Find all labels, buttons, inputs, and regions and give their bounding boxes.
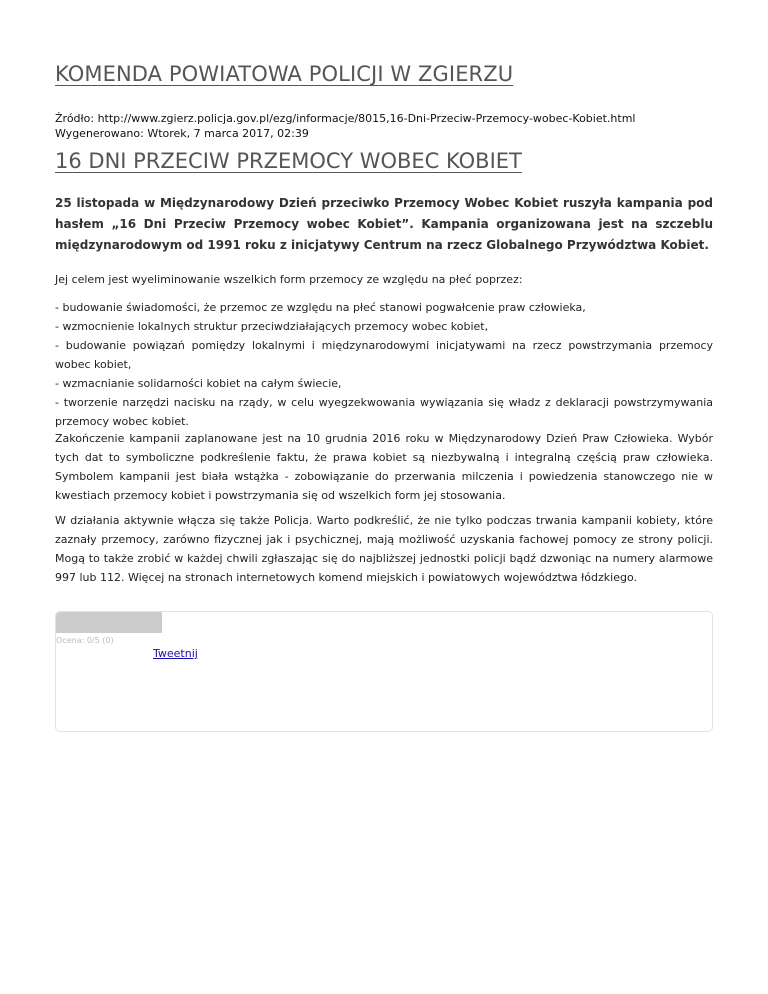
rating-stars-bar[interactable]: [56, 612, 162, 633]
article-title: 16 DNI PRZECIW PRZEMOCY WOBEC KOBIET: [55, 149, 522, 173]
article-lead: 25 listopada w Międzynarodowy Dzień przeciwko Przemocy Wobec Kobiet ruszyła kampania pod hasłem „16 Dni Przeciw Przemocy wobec Kobiet”. Kampania organizowana jest na szczeblu międzynarodowym od 1991 roku z inicjatywy Centrum na rzecz Globalnego Przywództwa Kobiet.: [55, 196, 713, 252]
list-item: - wzmocnienie lokalnych struktur przeciwdziałających przemocy wobec kobiet,: [55, 320, 489, 333]
tweet-link[interactable]: Tweetnij: [153, 647, 198, 660]
rating-text: Ocena: 0/5 (0): [56, 636, 114, 645]
article-paragraph-3: W działania aktywnie włącza się także Policja. Warto podkreślić, że nie tylko podczas trwania kampanii kobiety, które zaznały przemocy, zarówno fizycznej jak i psychicznej, mają możliwość uzyskania fachowej pomocy ze strony policji. Mogą to także zrobić w każdej chwili zgłaszając się do najbliższej jednostki policji bądź dzwoniąc na numery alarmowe 997 lub 112. Więcej na stronach internetowych komend miejskich i powiatowych województwa łódzkiego.: [55, 514, 713, 584]
list-item: - tworzenie narzędzi nacisku na rządy, w celu wyegzekwowania wywiązania się władz z deklaracji powstrzymywania przemocy wobec kobiet.: [55, 396, 713, 428]
generated-line: Wygenerowano: Wtorek, 7 marca 2017, 02:39: [55, 127, 309, 140]
rating-share-box: [55, 611, 713, 732]
article-paragraph-2: Zakończenie kampanii zaplanowane jest na 10 grudnia 2016 roku w Międzynarodowy Dzień Praw Człowieka. Wybór tych dat to symboliczne podkreślenie faktu, że prawa kobiet są niezbywalną i integralną częścią praw człowieka. Symbolem kampanii jest biała wstążka - zobowiązanie do przerwania milczenia i powiedzenia stanowczego nie w kwestiach przemocy kobiet i powstrzymania się od wszelkich form jej stosowania.: [55, 432, 713, 502]
site-title: KOMENDA POWIATOWA POLICJI W ZGIERZU: [55, 62, 514, 86]
source-line: Źródło: http://www.zgierz.policja.gov.pl/ezg/informacje/8015,16-Dni-Przeciw-Przemocy-wobec-Kobiet.html: [55, 112, 636, 125]
goals-list: [55, 298, 713, 431]
document-meta: [55, 111, 635, 141]
list-item: - wzmacnianie solidarności kobiet na całym świecie,: [55, 377, 342, 390]
list-item: - budowanie świadomości, że przemoc ze względu na płeć stanowi pogwałcenie praw człowieka,: [55, 301, 586, 314]
list-item: - budowanie powiązań pomiędzy lokalnymi i międzynarodowymi inicjatywami na rzecz powstrzymania przemocy wobec kobiet,: [55, 339, 713, 371]
article-intro: Jej celem jest wyeliminowanie wszelkich form przemocy ze względu na płeć poprzez:: [55, 273, 523, 286]
